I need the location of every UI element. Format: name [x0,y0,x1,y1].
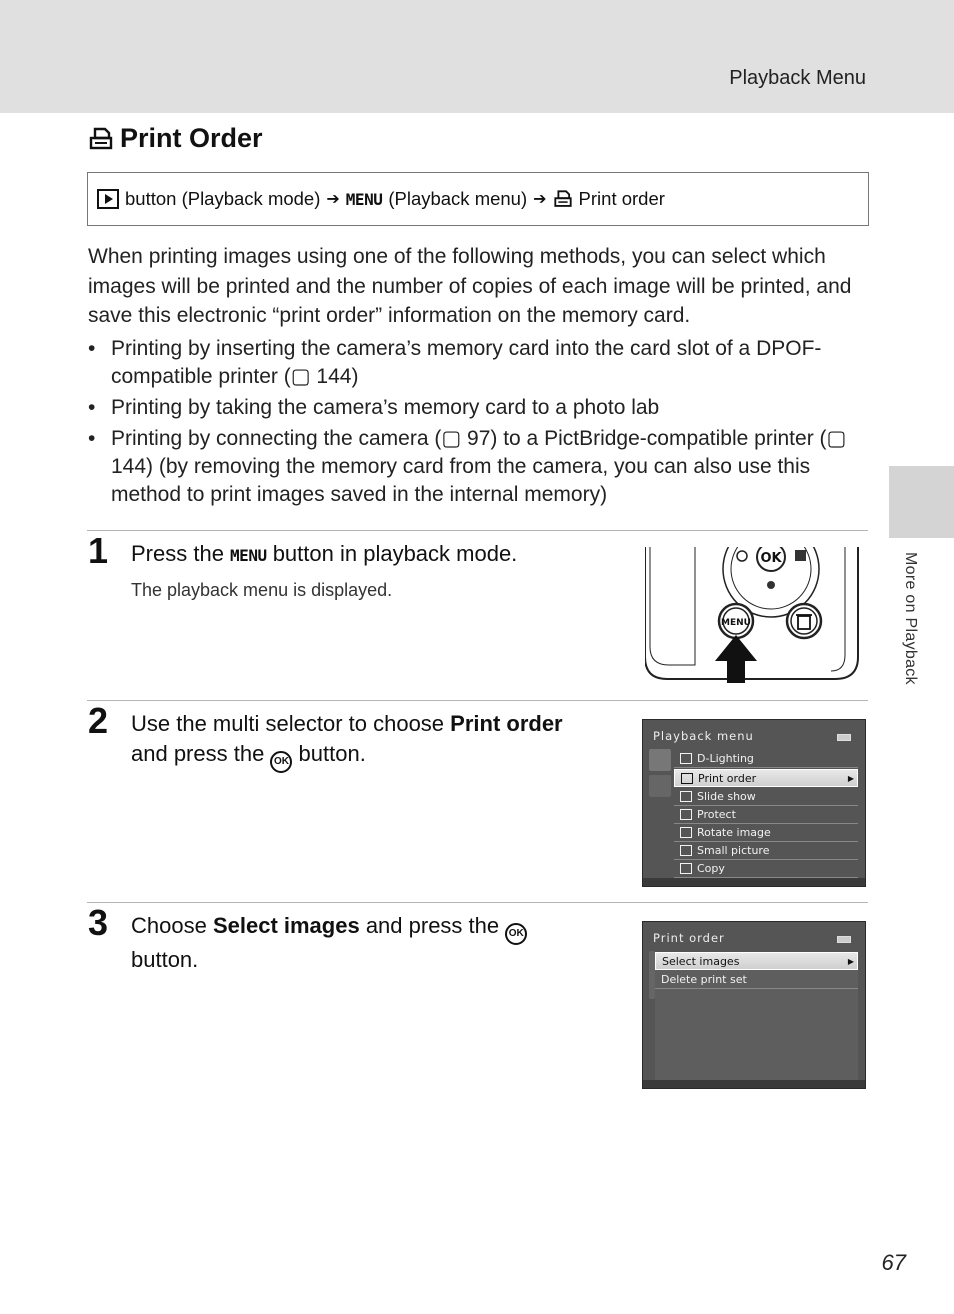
menu-button-glyph: MENU [345,189,383,209]
menu-item[interactable]: Slide show [674,788,858,806]
step-1-note: The playback menu is displayed. [131,580,393,600]
intro-paragraph: When printing images using one of the following methods, you can select which images will be printed and the number of copies of each image will be printed, and save this electronic “print order” information on the memory card. [88,245,852,327]
divider [87,700,868,701]
arrow-right-icon: ➔ [326,191,340,208]
menu-item[interactable]: Copy [674,860,858,878]
page-number: 67 [881,1250,906,1275]
macro-icon [767,581,775,589]
step-2-text: Use the multi selector to choose Print order and press the OK button. [131,709,563,773]
d-lighting-icon [680,753,692,764]
step-number: 2 [88,700,109,741]
side-tab [889,466,954,538]
protect-key-icon [680,809,692,820]
path-part-3: Print order [578,188,665,209]
playback-tab-icon [649,749,671,771]
copy-icon [680,863,692,874]
ok-button-label: OK [760,551,782,566]
arrow-right-icon: ➔ [533,191,547,208]
print-order-icon [88,126,114,152]
step-number: 3 [88,902,109,943]
path-part-2: (Playback menu) [388,188,528,209]
list-item: • Printing by connecting the camera (▢ 97) to a PictBridge-compatible printer (▢ 144) (by removing the memory card from the camera, you can also use this method to print images saved in the internal memory) [88,425,868,509]
menu-item[interactable]: Rotate image [674,824,858,842]
side-tab-label: More on Playback [902,552,919,685]
menu-button-label: MENU [721,618,751,628]
path-part-1: button (Playback mode) [125,188,321,209]
caret-right-icon: ▶ [847,956,854,966]
menu-item[interactable]: Small picture [674,842,858,860]
screen-footer [643,878,865,886]
print-order-screen [642,921,866,1089]
menu-path [87,172,869,226]
slide-show-icon [680,791,692,802]
menu-item[interactable]: Protect [674,806,858,824]
print-order-icon [681,773,693,784]
exposure-icon [795,550,806,561]
battery-icon [837,734,851,741]
divider [87,902,868,903]
ok-button-icon: OK [270,751,292,773]
header-band [0,0,954,113]
rotate-image-icon [680,827,692,838]
menu-item-select-images[interactable]: Select images ▶ [655,952,858,970]
menu-item-delete-print-set[interactable]: Delete print set [655,971,858,989]
reference-book-icon: ▢ [826,427,847,450]
setup-tab-icon [649,775,671,797]
ok-button-icon: OK [505,923,527,945]
step-number: 1 [88,530,109,571]
camera-back-illustration [645,547,860,683]
page-title [88,123,263,154]
menu-item-print-order[interactable]: Print order ▶ [674,769,858,787]
screen-footer [643,1080,865,1088]
small-picture-icon [680,845,692,856]
battery-icon [837,936,851,943]
step-3-text: Choose Select images and press the OK button. [131,911,527,975]
screen-title: Playback menu [653,729,754,743]
reference-book-icon: ▢ [290,365,311,388]
menu-button-glyph: MENU [230,546,267,565]
section-title: Playback Menu [729,67,866,89]
divider [87,530,868,531]
list-item: • Printing by taking the camera’s memory card to a photo lab [88,394,868,422]
step-1-text: Press the MENU button in playback mode. [131,541,518,566]
list-item: • Printing by inserting the camera’s memory card into the card slot of a DPOF-compatible printer (▢ 144) [88,335,868,391]
playback-button-icon [97,189,119,209]
caret-right-icon: ▶ [847,773,854,783]
print-order-icon [553,189,573,209]
menu-item[interactable]: D-Lighting [674,750,858,768]
reference-book-icon: ▢ [441,427,462,450]
playback-menu-screen [642,719,866,887]
page-title-text: Print Order [120,123,263,153]
method-list [88,335,868,512]
screen-title: Print order [653,931,725,945]
